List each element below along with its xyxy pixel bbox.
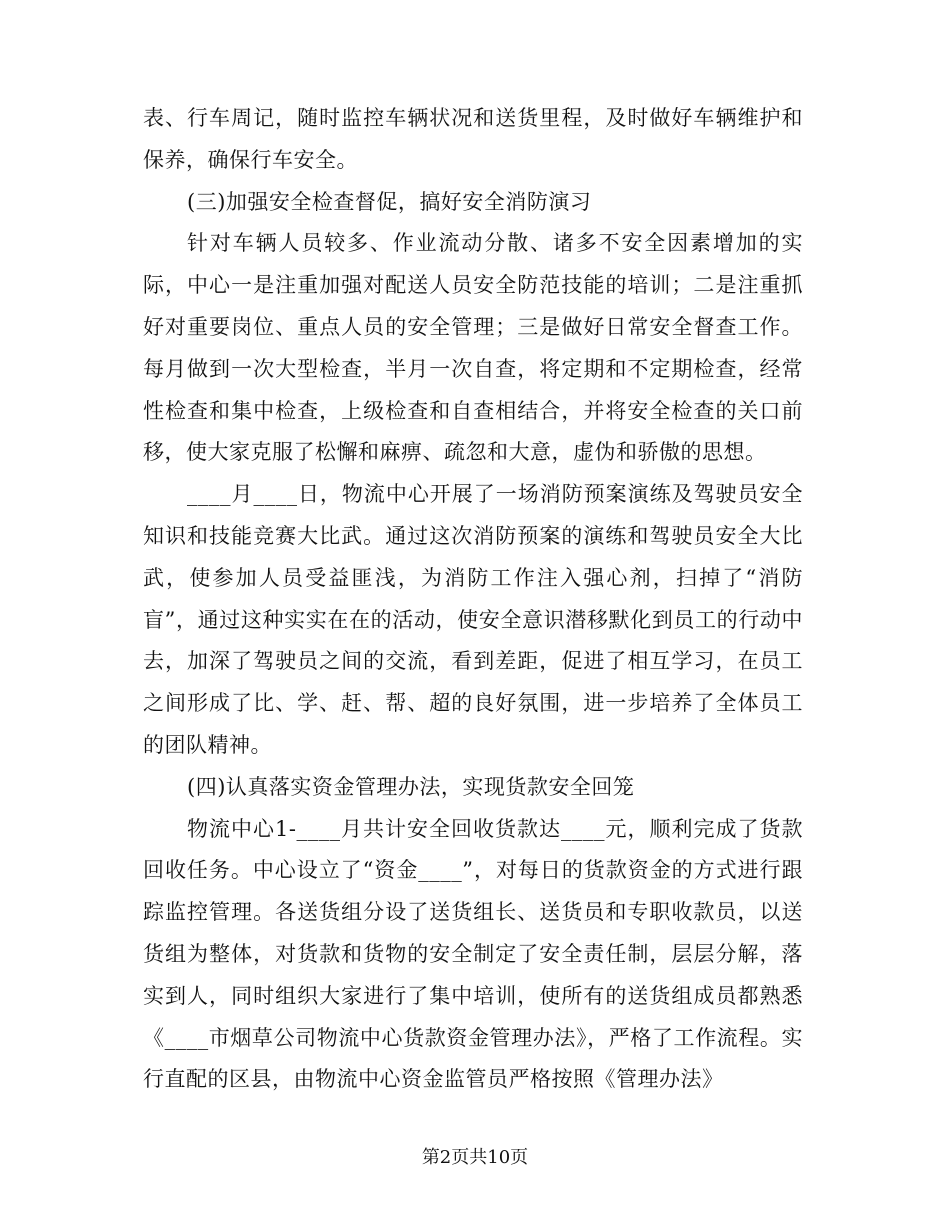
- document-body: [143, 98, 803, 1101]
- section-heading-safety-inspection: (三)加强安全检查督促，搞好安全消防演习: [187, 189, 592, 214]
- paragraph-safety-inspection: 针对车辆人员较多、作业流动分散、诸多不安全因素增加的实际，中心一是注重加强对配送人员安全防范技能的培训；二是注重抓好对重要岗位、重点人员的安全管理；三是做好日常安全督查工作。每月做到一次大型检查，半月一次自查，将定期和不定期检查，经常性检查和集中检查，上级检查和自查相结合，并将安全检查的关口前移，使大家克服了松懈和麻痹、疏忽和大意，虚伪和骄傲的思想。: [143, 231, 803, 465]
- page-number-footer: 第2页共10页: [421, 1147, 529, 1168]
- paragraph-fund-management: 物流中心1-____月共计安全回收货款达____元，顺利完成了货款回收任务。中心设立了“资金____”，对每日的货款资金的方式进行跟踪监控管理。各送货组分设了送货组长、送货员和专职收款员，以送货组为整体，对货款和货物的安全制定了安全责任制，层层分解，落实到人，同时组织大家进行了集中培训，使所有的送货组成员都熟悉《____市烟草公司物流中心货款资金管理办法》，严格了工作流程。实行直配的区县，由物流中心资金监管员严格按照《管理办法》: [143, 816, 803, 1092]
- paragraph-fire-drill: ____月____日，物流中心开展了一场消防预案演练及驾驶员安全知识和技能竞赛大比武。通过这次消防预案的演练和驾驶员安全大比武，使参加人员受益匪浅，为消防工作注入强心剂，扫掉了“消防盲”，通过这种实实在在的活动，使安全意识潜移默化到员工的行动中去，加深了驾驶员之间的交流，看到差距，促进了相互学习，在员工之间形成了比、学、赶、帮、超的良好氛围，进一步培养了全体员工的团队精神。: [143, 482, 803, 757]
- section-heading-fund-management: (四)认真落实资金管理办法，实现货款安全回笼: [187, 774, 635, 799]
- paragraph-vehicle-maintenance: 表、行车周记，随时监控车辆状况和送货里程，及时做好车辆维护和保养，确保行车安全。: [143, 106, 803, 172]
